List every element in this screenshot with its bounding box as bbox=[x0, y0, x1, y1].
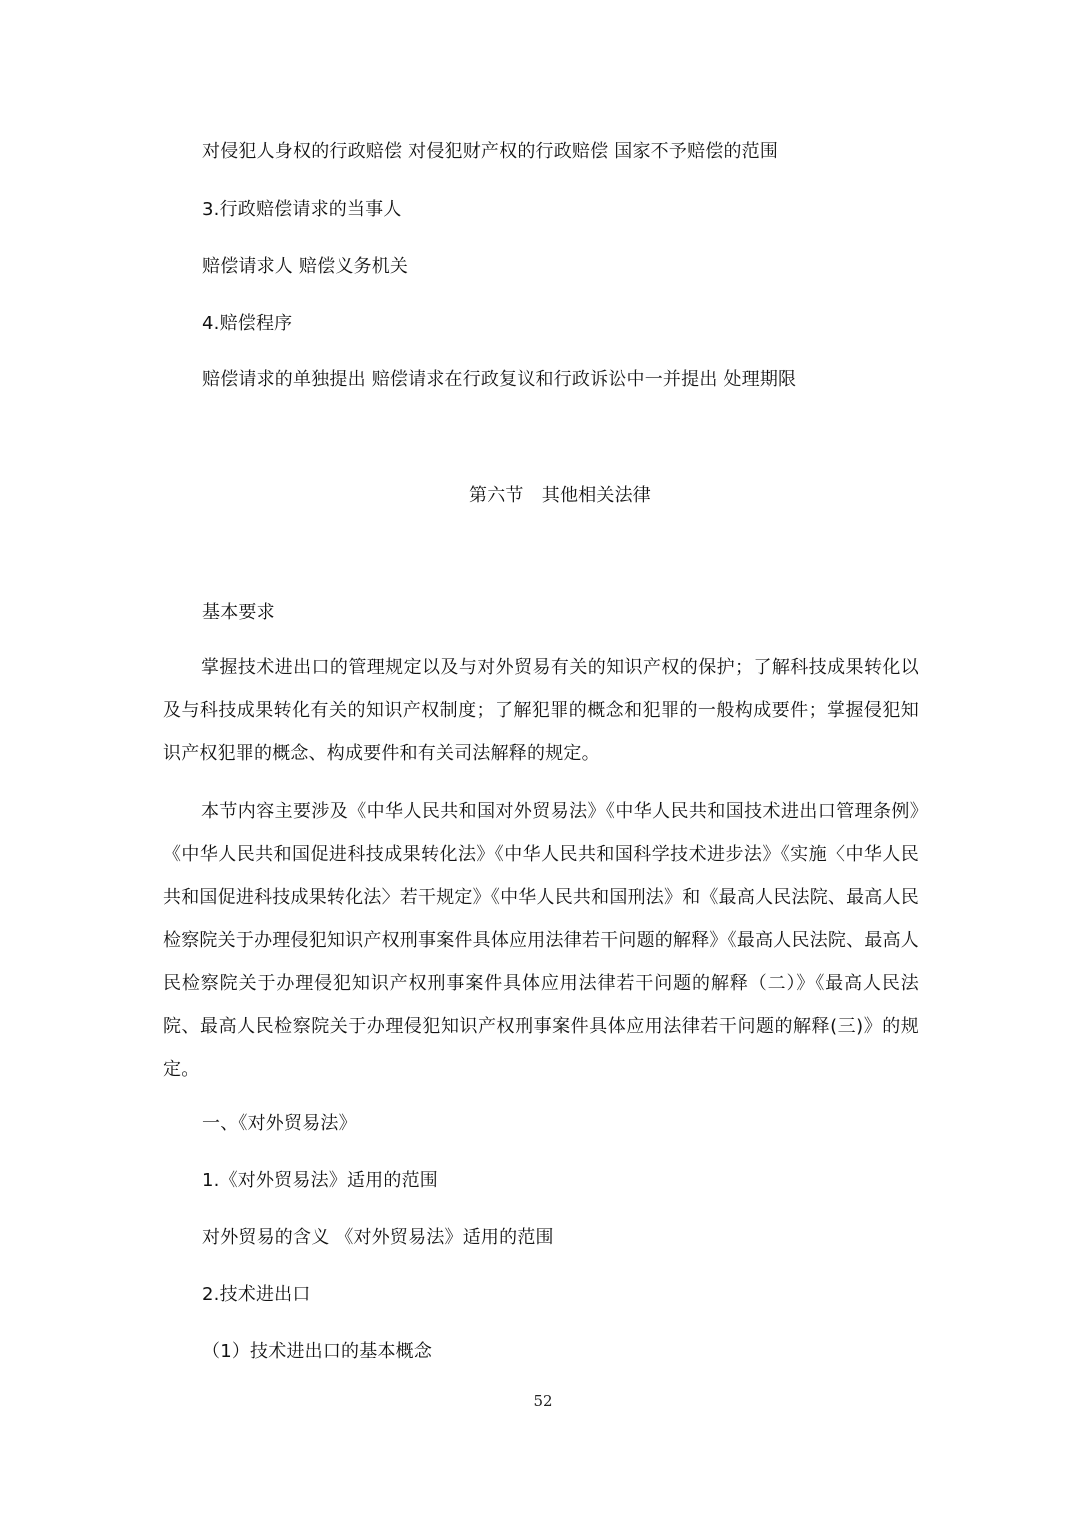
text-line-parties: 赔偿请求人 赔偿义务机关 bbox=[202, 256, 409, 277]
scope-paragraph: 本节内容主要涉及《中华人民共和国对外贸易法》《中华人民共和国技术进出口管理条例》《中华人民共和国促进科技成果转化法》《中华人民共和国科学技术进步法》《实施〈中华人民共和国促进科技成果转化法〉若干规定》《中华人民共和国刑法》和《最高人民法院、最高人民检察院关于办理侵犯知识产权刑事案件具体应用法律若干问题的解释》《最高人民法院、最高人民检察院关于办理侵犯知识产权刑事案件具体应用法律若干问题的解释（二）》《最高人民法院、最高人民检察院关于办理侵犯知识产权刑事案件具体应用法律若干问题的解释(三)》的规定。 bbox=[163, 801, 919, 1080]
requirements-heading: 基本要求 bbox=[202, 602, 275, 623]
page-number: 52 bbox=[533, 1392, 553, 1410]
sub-heading-basic-concepts: （1）技术进出口的基本概念 bbox=[202, 1341, 433, 1362]
text-line-application-scope: 对外贸易的含义 《对外贸易法》适用的范围 bbox=[202, 1227, 554, 1248]
numbered-heading-technology-import-export: 2.技术进出口 bbox=[202, 1284, 311, 1305]
numbered-heading-procedure: 4.赔偿程序 bbox=[202, 313, 293, 334]
requirements-paragraph: 掌握技术进出口的管理规定以及与对外贸易有关的知识产权的保护；了解科技成果转化以及与科技成果转化有关的知识产权制度；了解犯罪的概念和犯罪的一般构成要件；掌握侵犯知识产权犯罪的概念、构成要件和有关司法解释的规定。 bbox=[163, 657, 919, 764]
numbered-heading-parties: 3.行政赔偿请求的当事人 bbox=[202, 199, 402, 220]
numbered-heading-application-scope: 1.《对外贸易法》适用的范围 bbox=[202, 1170, 438, 1191]
part-heading-foreign-trade-law: 一、《对外贸易法》 bbox=[202, 1113, 357, 1134]
text-line-administrative-compensation-scope: 对侵犯人身权的行政赔偿 对侵犯财产权的行政赔偿 国家不予赔偿的范围 bbox=[202, 141, 779, 162]
text-line-procedure: 赔偿请求的单独提出 赔偿请求在行政复议和行政诉讼中一并提出 处理期限 bbox=[202, 369, 797, 390]
section-title: 第六节 其他相关法律 bbox=[469, 485, 651, 506]
